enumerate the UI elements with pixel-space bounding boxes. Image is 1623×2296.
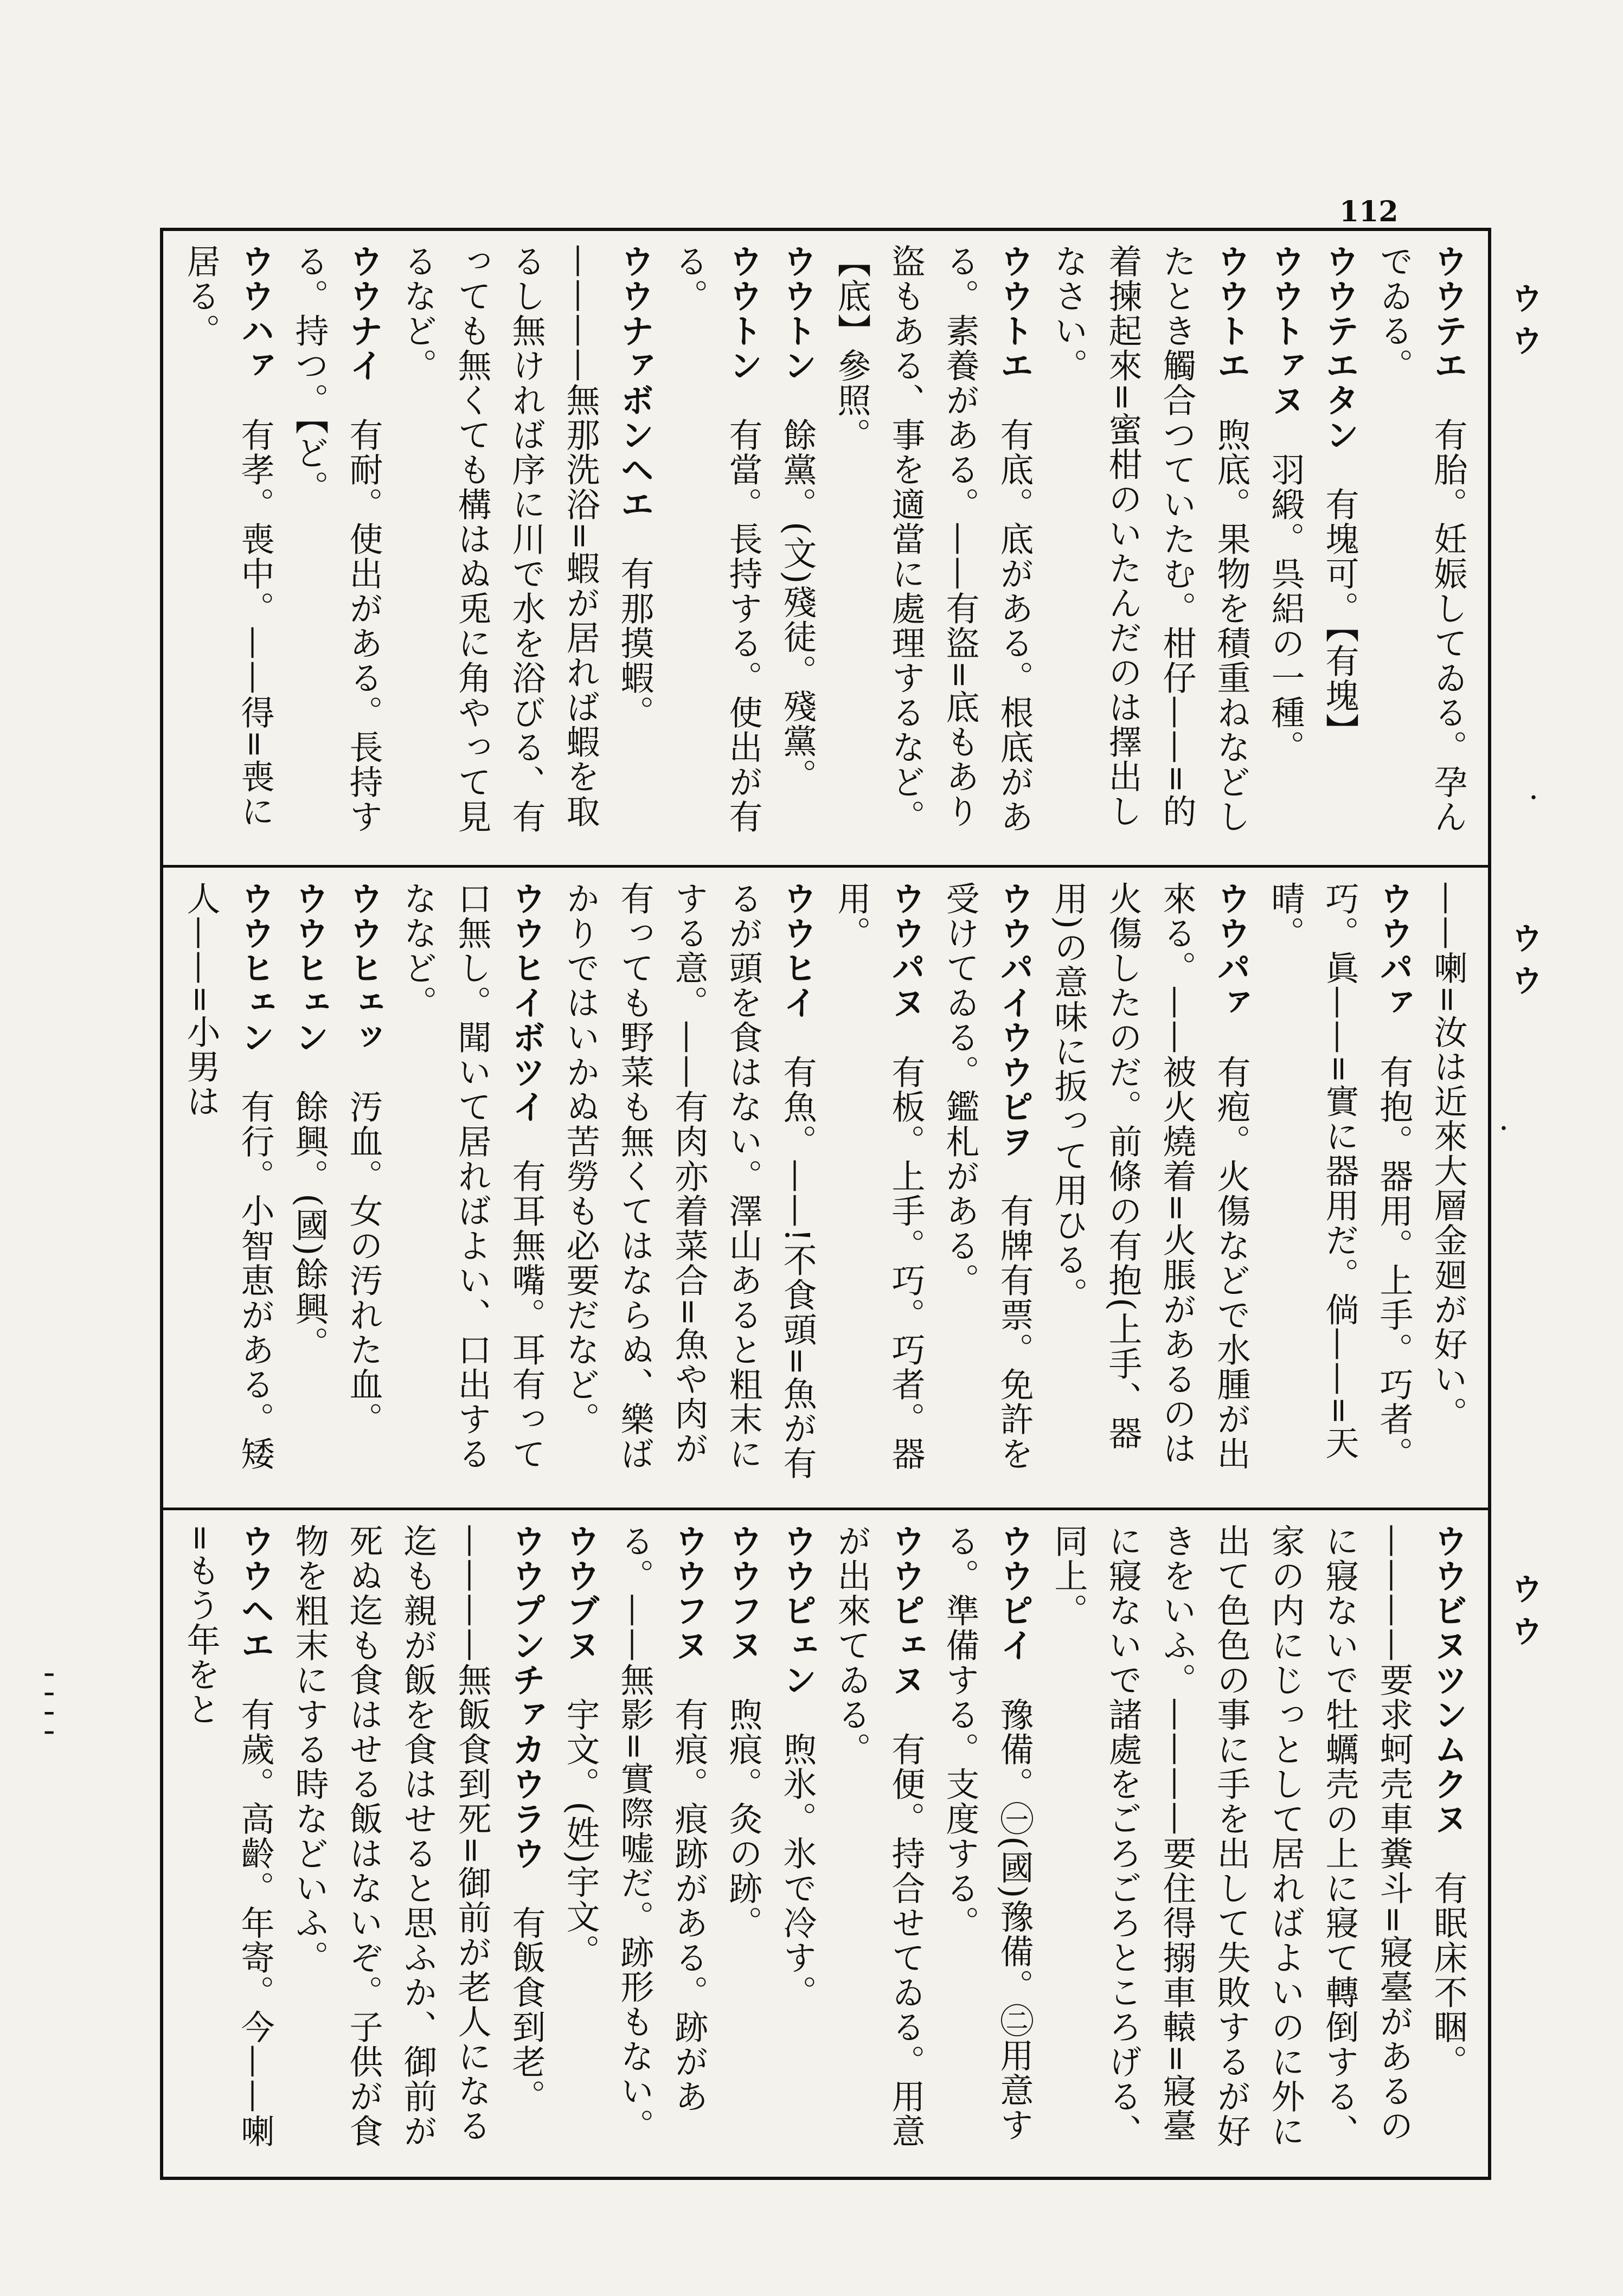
entry-definition: 有孝。喪中。——得=喪に居る。 <box>181 244 275 829</box>
section-3-text <box>174 1524 1475 2164</box>
section-divider-2 <box>160 1508 1491 1510</box>
dictionary-entry <box>933 881 1041 1497</box>
entry-definition: 餘黨。(文)殘徒。殘黨。 <box>778 418 817 793</box>
entry-headword: ウウパイウウピヲ <box>995 881 1034 1194</box>
entry-definition: 有痕。痕跡がある。跡がある。——無影=實際嘘だ。跡形もない。 <box>615 1524 709 2143</box>
side-dot: ・ <box>1523 786 1544 811</box>
entry-headword: ウウピェン <box>778 1524 817 1732</box>
entry-definition: 有底。底がある。根底がある。素養がある。——有盜=底もあり盜もある、事を適當に處理するなど。【底】參照。 <box>832 244 1034 834</box>
entry-definition: 有板。上手。巧。巧者。器用。 <box>832 881 926 1471</box>
entry-definition: 有耳無嘴。耳有って口無し。聞いて居ればよい、口出するななど。 <box>398 881 546 1471</box>
entry-headword: ウウピェヌ <box>886 1524 926 1732</box>
entry-headword: ウウヒェン <box>235 881 275 1089</box>
side-head-bottom: ウ ウ <box>1506 1573 1543 1647</box>
dictionary-entry <box>553 881 824 1497</box>
dictionary-section-2 <box>174 881 1475 1497</box>
dictionary-entry <box>770 244 824 854</box>
dictionary-entry <box>824 1524 933 2164</box>
entry-headword: ウウナァボンヘエ <box>615 244 655 556</box>
dictionary-entry <box>282 244 390 854</box>
left-margin-marks: ' ' ' ' <box>22 1670 60 1737</box>
entry-definition: 汚血。女の汚れた血。 <box>344 1089 383 1436</box>
entry-headword: ウウヒェン <box>290 881 329 1089</box>
side-dot-2: ・ <box>1493 1117 1515 1141</box>
entry-headword: ウウトン <box>723 244 763 418</box>
dictionary-entry <box>1041 1524 1475 2164</box>
entry-definition: 有耐。使出がある。長持する。持つ。【ど。 <box>290 244 383 834</box>
dictionary-entry <box>716 1524 770 2164</box>
entry-definition: 有塊可。【有塊】 <box>1320 487 1359 748</box>
entry-headword: ウウパヌ <box>886 881 926 1055</box>
entry-definition: 有便。持合せてゐる。用意が出來てゐる。 <box>832 1524 926 2149</box>
dictionary-entry <box>1421 881 1475 1497</box>
entry-definition: 煦痕。灸の跡。 <box>723 1697 763 1940</box>
dictionary-entry <box>553 1524 607 2164</box>
dictionary-entry <box>390 244 662 854</box>
dictionary-entry <box>282 881 336 1497</box>
dictionary-entry <box>1367 244 1475 854</box>
entry-headword: ウウピイ <box>995 1524 1034 1697</box>
entry-headword: ウウトエ <box>995 244 1034 418</box>
entry-definition: 餘興。(國)餘興。 <box>290 1089 329 1361</box>
dictionary-entry <box>336 881 390 1497</box>
entry-definition: 煦底。果物を積重ねなどしたとき觸合つていたむ。柑仔——=的着揀起來=蜜柑のいたんだのは擇出しなさい。 <box>1049 244 1251 834</box>
dictionary-entry <box>770 1524 824 2164</box>
dictionary-entry <box>1041 881 1258 1497</box>
entry-headword: ウウトエ <box>1211 244 1251 418</box>
dictionary-entry <box>933 1524 1041 2164</box>
entry-definition: 豫備。㊀(國)豫備。㊁用意する。準備する。支度する。 <box>940 1524 1034 2143</box>
entry-definition: 有行。小智恵がある。矮人——=小男は <box>181 881 275 1471</box>
entry-definition: 有眠床不睏。————要求蚵壳車糞斗=寢臺があるのに寢ないで牡蠣壳の上に寢て轉倒する、家の内にじっとして居ればよいのに外に出て色色の事に手を出して失敗するが好きをいふ。————要住得搦車轅=寢臺に寢ないで諸處をごろごろところげる、同上。 <box>1049 1524 1468 2149</box>
entry-definition: 有歲。高齡。年寄。今——喇=もう年をと <box>181 1524 275 2149</box>
dictionary-entry <box>174 881 282 1497</box>
entry-headword: ウウヒイ <box>778 881 817 1055</box>
entry-headword: ウウヒェッ <box>344 881 383 1089</box>
dictionary-entry <box>824 244 1041 854</box>
dictionary-entry <box>390 881 553 1497</box>
entry-headword: ウウパァ <box>1211 881 1251 1055</box>
entry-definition: 有飯食到老。————無飯食到死=御前が老人になる迄も親が飯を食はせると思ふか、御前が死ぬ迄も食はせる飯はないぞ。子供が食物を粗末にする時などいふ。 <box>290 1524 546 2149</box>
section-divider-1 <box>160 865 1491 868</box>
entry-headword: ウウナイ <box>344 244 383 418</box>
dictionary-entry <box>607 1524 716 2164</box>
page-number: 112 <box>1339 195 1399 228</box>
entry-headword: ウウテエタン <box>1320 244 1359 487</box>
dictionary-section-1 <box>174 244 1475 854</box>
dictionary-entry <box>1041 244 1258 854</box>
entry-headword: ウウビヌツンムクヌ <box>1428 1524 1468 1871</box>
entry-definition: 有抱。器用。上手。巧者。巧。眞——=實に器用だ。倘——=天晴。 <box>1266 881 1414 1471</box>
entry-definition: 有當。長持する。使出が有る。 <box>669 244 763 834</box>
dictionary-entry <box>662 244 770 854</box>
dictionary-entry <box>1312 244 1367 854</box>
entry-definition: 宇文。(姓)宇文。 <box>561 1697 600 1969</box>
section-1-text <box>174 244 1475 854</box>
entry-headword: ウウフヌ <box>723 1524 763 1697</box>
entry-definition: 羽緞。呉絽の一種。 <box>1266 452 1305 765</box>
entry-headword: ウウハァ <box>235 244 275 418</box>
dictionary-section-3 <box>174 1524 1475 2164</box>
entry-definition: 有牌有票。免許を受けてゐる。鑑札がある。 <box>940 881 1034 1471</box>
dictionary-entry <box>282 1524 553 2164</box>
dictionary-entry <box>174 1524 282 2164</box>
entry-headword: ウウヒイボツイ <box>506 881 546 1159</box>
side-head-top: ウ ウ <box>1506 282 1543 356</box>
section-2-text <box>174 881 1475 1497</box>
entry-definition: 有魚。——!不食頭=魚が有るが頭を食はない。澤山あると粗末にする意。——有肉亦着菜合=魚や肉が有っても野菜も無くてはならぬ、樂ばかりではいかぬ苦勞も必要だなど。 <box>561 881 817 1480</box>
entry-headword: ウウトァヌ <box>1266 244 1305 452</box>
dictionary-entry <box>824 881 933 1497</box>
entry-headword: ウウパァ <box>1374 881 1414 1055</box>
dictionary-entry <box>1258 244 1312 854</box>
entry-headword: ウウフヌ <box>669 1524 709 1697</box>
entry-definition: ——喇=汝は近來大層金廻が好い。 <box>1428 881 1468 1431</box>
entry-headword: ウウプンチァカウラウ <box>506 1524 546 1906</box>
entry-definition: 煦氷。氷で冷す。 <box>778 1732 817 2010</box>
entry-definition: 有那摸蝦。————無那洗浴=蝦が居れば蝦を取るし無ければ序に川で水を浴びる、有っても無くても構はぬ兎に角やって見るなど。 <box>398 244 655 834</box>
entry-definition: 有胎。妊娠してゐる。孕んでゐる。 <box>1374 244 1468 834</box>
dictionary-entry <box>174 244 282 854</box>
dictionary-entry <box>1258 881 1421 1497</box>
entry-definition: 有疱。火傷などで水腫が出來る。——被火燒着=火脹があるのは火傷したのだ。前條の有抱(上手、器用)の意味に扳って用ひる。 <box>1049 881 1251 1471</box>
entry-headword: ウウテエ <box>1428 244 1468 418</box>
side-head-middle: ウ ウ <box>1506 922 1543 996</box>
entry-headword: ウウトン <box>778 244 817 418</box>
entry-headword: ウウヘエ <box>235 1524 275 1697</box>
entry-headword: ウウブヌ <box>561 1524 600 1697</box>
